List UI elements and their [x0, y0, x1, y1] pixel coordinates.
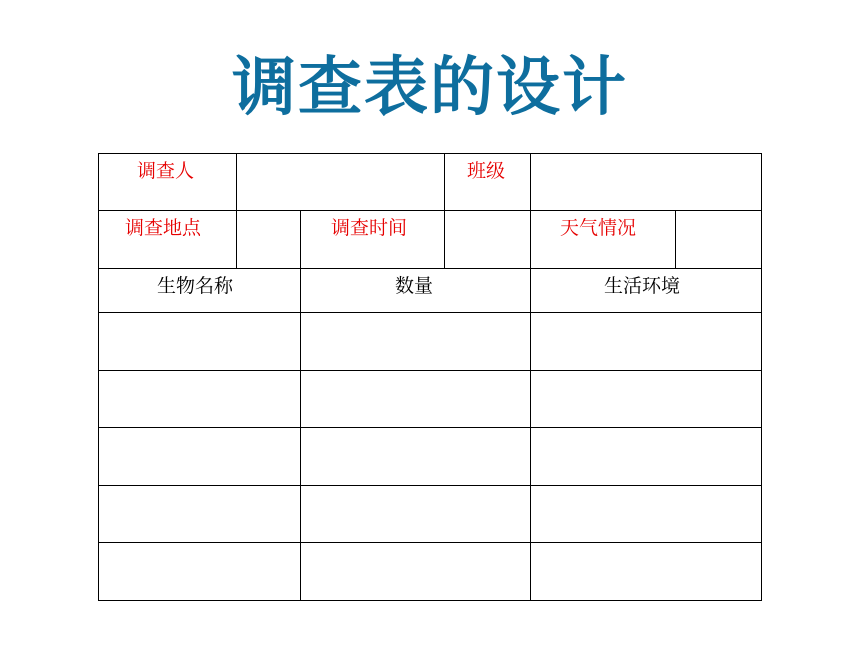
class-label: 班级: [467, 160, 506, 182]
table-cell[interactable]: [99, 543, 300, 600]
table-cell[interactable]: [301, 371, 530, 427]
time-label: 调查时间: [331, 217, 408, 239]
class-value[interactable]: [531, 154, 761, 210]
page-title: 调查表的设计: [232, 51, 628, 125]
table-cell[interactable]: [301, 428, 530, 485]
investigator-label: 调查人: [137, 160, 195, 182]
header-quantity: 数量: [395, 275, 434, 297]
table-cell[interactable]: [99, 486, 300, 542]
location-label: 调查地点: [125, 217, 202, 239]
table-cell[interactable]: [301, 543, 530, 600]
header-organism-name: 生物名称: [157, 275, 234, 297]
table-cell[interactable]: [99, 371, 300, 427]
table-cell[interactable]: [99, 313, 300, 370]
table-cell[interactable]: [531, 486, 761, 542]
table-cell[interactable]: [301, 486, 530, 542]
time-value[interactable]: [445, 211, 530, 268]
table-row-divider: [98, 268, 762, 269]
header-habitat: 生活环境: [604, 275, 681, 297]
table-border-bottom: [98, 600, 762, 601]
table-col-divider: [444, 153, 445, 211]
weather-value[interactable]: [676, 211, 761, 268]
table-cell[interactable]: [99, 428, 300, 485]
weather-label: 天气情况: [560, 217, 637, 239]
table-row-divider: [98, 210, 762, 211]
investigator-value[interactable]: [237, 154, 444, 210]
table-cell[interactable]: [531, 313, 761, 370]
table-cell[interactable]: [531, 543, 761, 600]
table-cell[interactable]: [531, 371, 761, 427]
table-cell[interactable]: [531, 428, 761, 485]
table-cell[interactable]: [301, 313, 530, 370]
table-border-right: [761, 153, 762, 601]
location-value[interactable]: [237, 211, 300, 268]
